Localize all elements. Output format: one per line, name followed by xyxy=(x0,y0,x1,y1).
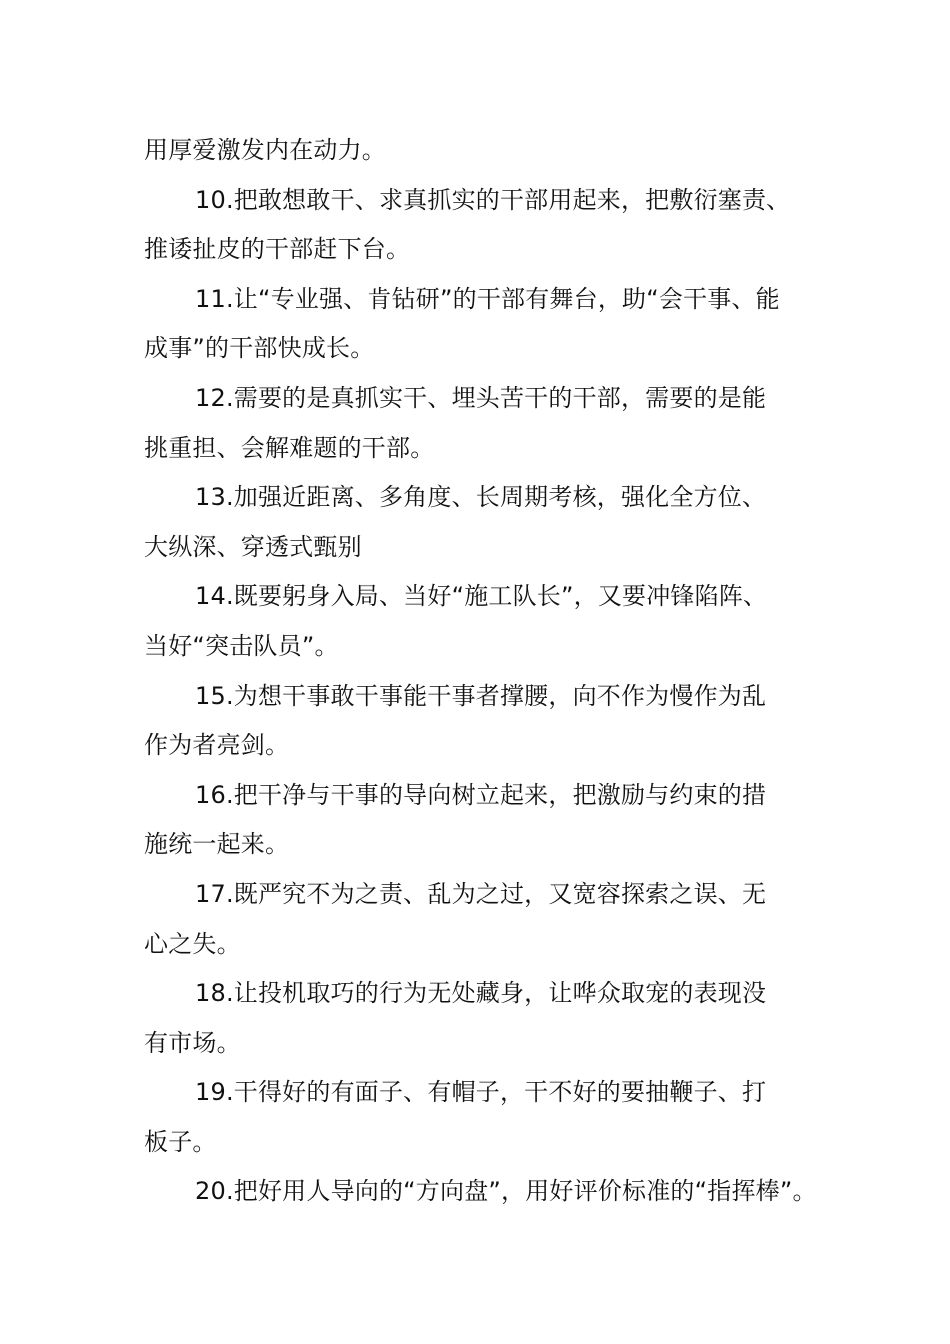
text-line: 成事”的干部快成长。 xyxy=(144,334,375,363)
text-line-item-20: 20.把好用人导向的“方向盘”，用好评价标准的“指挥棒”。 xyxy=(195,1177,817,1206)
text-line-item-18: 18.让投机取巧的行为无处藏身，让哗众取宠的表现没 xyxy=(195,979,767,1008)
text-line: 用厚爱激发内在动力。 xyxy=(144,136,386,164)
text-line: 当好“突击队员”。 xyxy=(144,631,339,660)
text-line: 作为者亮剑。 xyxy=(144,731,290,760)
text-line-item-12: 12.需要的是真抓实干、埋头苦干的干部，需要的是能 xyxy=(195,383,767,412)
document-body xyxy=(144,126,834,1217)
text-line: 施统一起来。 xyxy=(144,830,290,859)
text-line-item-19: 19.干得好的有面子、有帽子，干不好的要抽鞭子、打 xyxy=(195,1078,767,1107)
text-line-item-14: 14.既要躬身入局、当好“施工队长”，又要冲锋陷阵、 xyxy=(195,582,768,611)
text-line: 心之失。 xyxy=(144,929,241,958)
text-line: 大纵深、穿透式甄别 xyxy=(144,532,362,561)
text-line: 推诿扯皮的干部赶下台。 xyxy=(144,235,411,264)
text-line-item-11: 11.让“专业强、肯钻研”的干部有舞台，助“会干事、能 xyxy=(195,284,780,313)
text-line: 板子。 xyxy=(144,1127,217,1156)
text-line-item-15: 15.为想干事敢干事能干事者撑腰，向不作为慢作为乱 xyxy=(195,681,767,710)
text-line-item-16: 16.把干净与干事的导向树立起来，把激励与约束的措 xyxy=(195,780,767,809)
text-line-item-10: 10.把敢想敢干、求真抓实的干部用起来，把敷衍塞责、 xyxy=(195,185,791,214)
text-line-item-17: 17.既严究不为之责、乱为之过，又宽容探索之误、无 xyxy=(195,879,767,908)
text-line: 有市场。 xyxy=(144,1028,241,1057)
text-line: 挑重担、会解难题的干部。 xyxy=(144,433,435,462)
text-line-item-13: 13.加强近距离、多角度、长周期考核，强化全方位、 xyxy=(195,483,767,512)
